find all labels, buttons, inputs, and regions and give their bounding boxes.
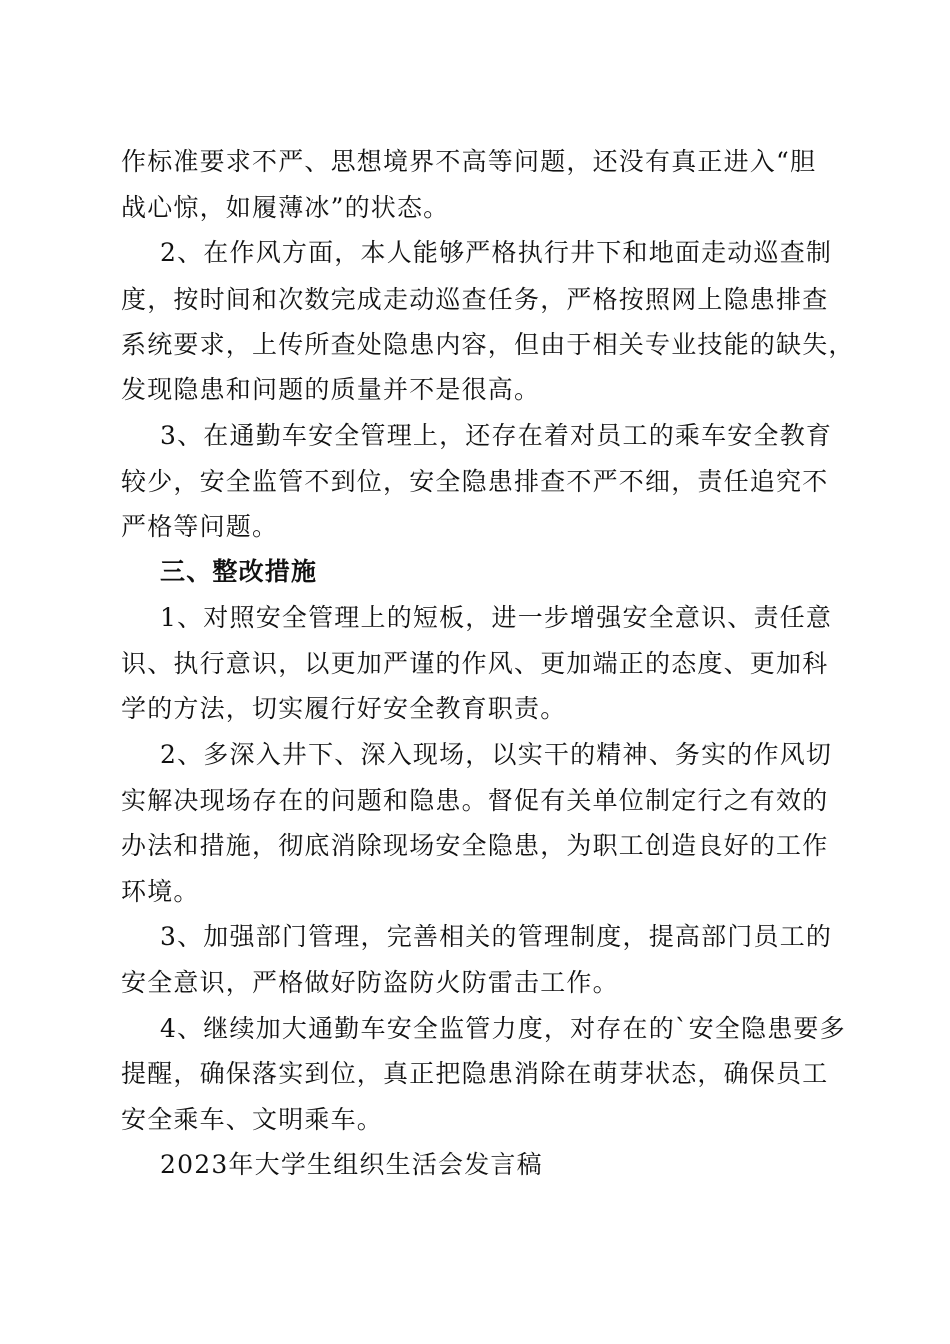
paragraph-line: 较少，安全监管不到位，安全隐患排查不严不细，责任追究不 (121, 467, 829, 496)
paragraph-line: 安全意识，严格做好防盗防火防雷击工作。 (121, 968, 619, 997)
paragraph-line: 3、加强部门管理，完善相关的管理制度，提高部门员工的 (160, 922, 833, 951)
paragraph-line: 环境。 (121, 877, 200, 906)
paragraph-line: 2、多深入井下、深入现场，以实干的精神、务实的作风切 (160, 740, 833, 769)
paragraph-line: 系统要求，上传所查处隐患内容，但由于相关专业技能的缺失， (121, 330, 855, 359)
paragraph-line: 办法和措施，彻底消除现场安全隐患，为职工创造良好的工作 (121, 831, 829, 860)
paragraph-line: 4、继续加大通勤车安全监管力度，对存在的`安全隐患要多 (160, 1014, 846, 1043)
paragraph-line: 实解决现场存在的问题和隐患。督促有关单位制定行之有效的 (121, 786, 829, 815)
paragraph-line: 安全乘车、文明乘车。 (121, 1105, 384, 1134)
paragraph-line: 1、对照安全管理上的短板，进一步增强安全意识、责任意 (160, 603, 833, 632)
paragraph-line: 度，按时间和次数完成走动巡查任务，严格按照网上隐患排查 (121, 285, 829, 314)
paragraph-line: 提醒，确保落实到位，真正把隐患消除在萌芽状态，确保员工 (121, 1059, 829, 1088)
paragraph-line: 识、执行意识，以更加严谨的作风、更加端正的态度、更加科 (121, 649, 829, 678)
paragraph-line: 严格等问题。 (121, 512, 279, 541)
section-heading: 三、整改措施 (160, 557, 318, 586)
paragraph-line: 学的方法，切实履行好安全教育职责。 (121, 694, 567, 723)
paragraph-line: 3、在通勤车安全管理上，还存在着对员工的乘车安全教育 (160, 421, 833, 450)
paragraph-line: 2、在作风方面，本人能够严格执行井下和地面走动巡查制 (160, 238, 833, 267)
paragraph-line: 作标准要求不严、思想境界不高等问题，还没有真正进入“胆 (121, 147, 817, 176)
paragraph-line: 战心惊，如履薄冰”的状态。 (121, 193, 450, 222)
document-title-line: 2023年大学生组织生活会发言稿 (160, 1150, 543, 1179)
paragraph-line: 发现隐患和问题的质量并不是很高。 (121, 375, 541, 404)
